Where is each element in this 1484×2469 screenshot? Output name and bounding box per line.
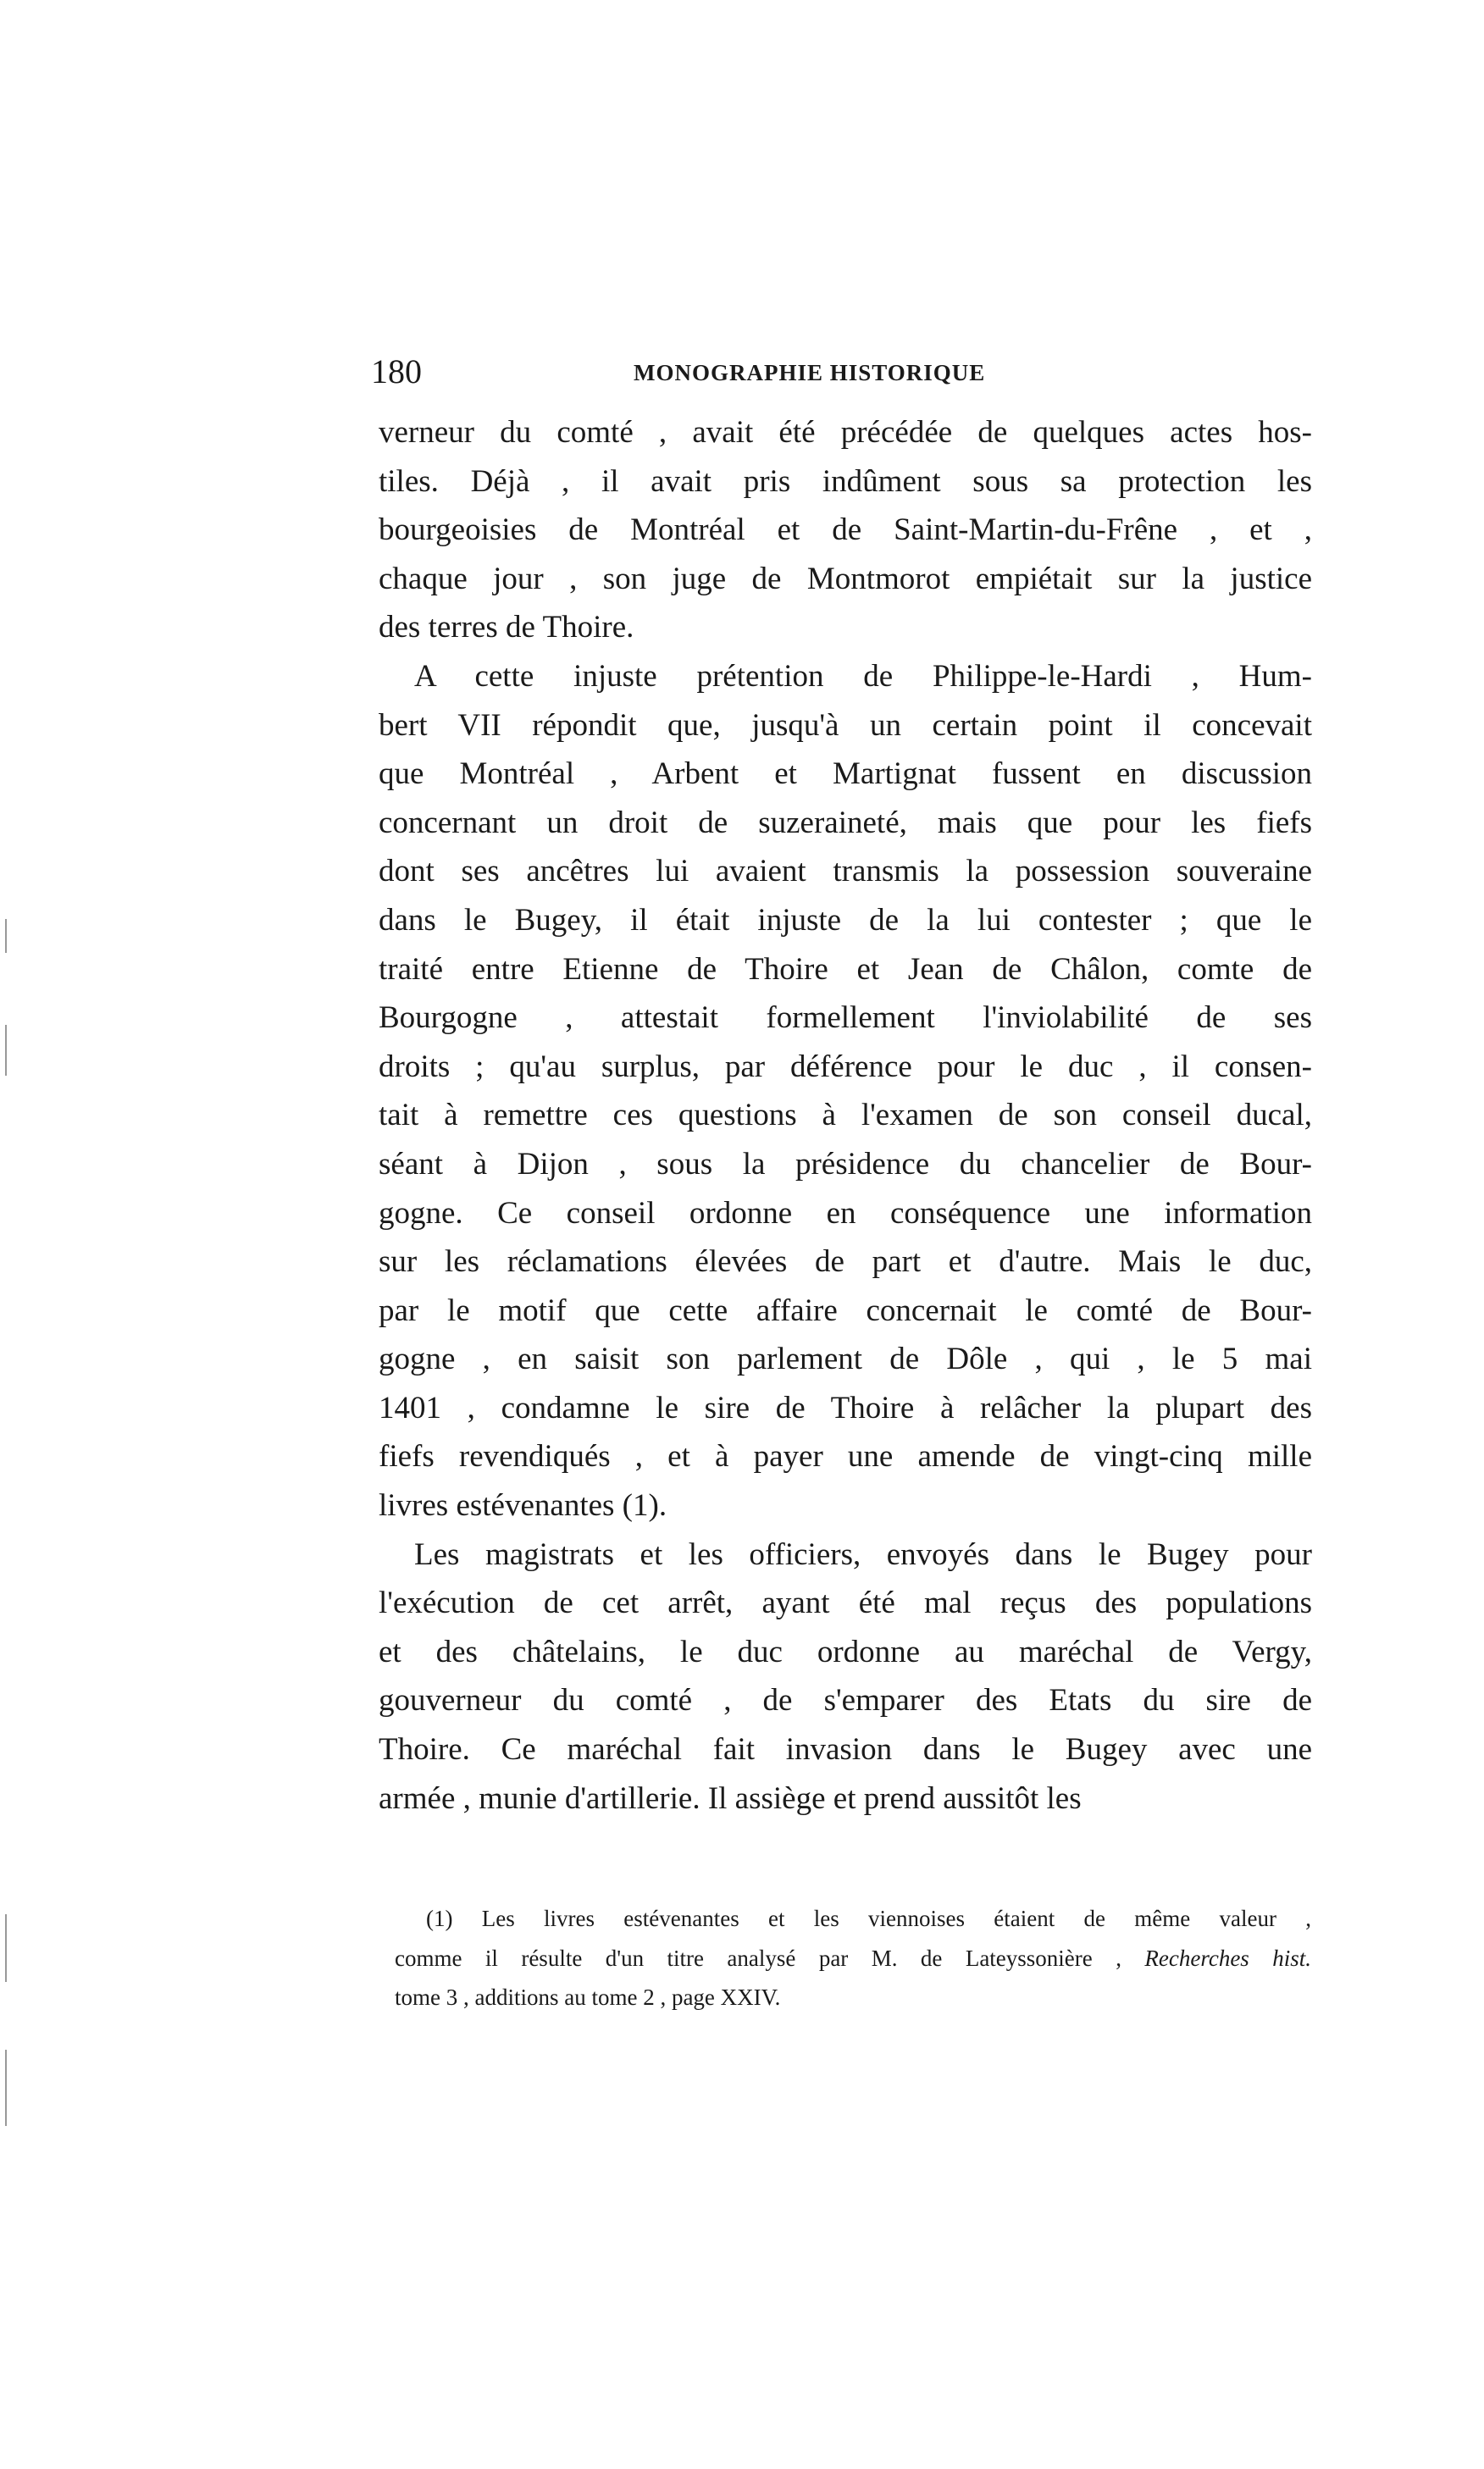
- text-line: fiefs revendiqués , et à payer une amende de vingt-cinq mille: [379, 1439, 1312, 1475]
- body-text: [379, 408, 1312, 1823]
- text-line: par le motif que cette affaire concernait le comté de Bour-: [379, 1293, 1312, 1328]
- footnote-line: tome 3 , additions au tome 2 , page XXIV.: [395, 1985, 781, 2010]
- scan-edge-mark: [5, 919, 7, 953]
- text-line: bert VII répondit que, jusqu'à un certain point il concevait: [379, 707, 1312, 743]
- text-line: concernant un droit de suzeraineté, mais que pour les fiefs: [379, 805, 1312, 840]
- text-line: armée , munie d'artillerie. Il assiège et prend aussitôt les: [379, 1780, 1082, 1816]
- text-line: livres estévenantes (1).: [379, 1488, 667, 1524]
- text-line: séant à Dijon , sous la présidence du chancelier de Bour-: [379, 1146, 1312, 1182]
- text-line: des terres de Thoire.: [379, 610, 634, 645]
- text-line: 1401 , condamne le sire de Thoire à relâcher la plupart des: [379, 1390, 1312, 1425]
- page-number: 180: [371, 352, 422, 390]
- text-line: sur les réclamations élevées de part et d'autre. Mais le duc,: [379, 1244, 1312, 1280]
- text-line: bourgeoisies de Montréal et de Saint-Martin-du-Frêne , et ,: [379, 512, 1312, 548]
- text-line: verneur du comté , avait été précédée de quelques actes hos-: [379, 415, 1312, 450]
- text-line: et des châtelains, le duc ordonne au maréchal de Vergy,: [379, 1634, 1312, 1669]
- scan-edge-mark: [5, 2050, 7, 2126]
- text-line: Bourgogne , attestait formellement l'inviolabilité de ses: [379, 1000, 1312, 1036]
- text-line: gouverneur du comté , de s'emparer des Etats du sire de: [379, 1683, 1312, 1719]
- text-line: gogne. Ce conseil ordonne en conséquence une information: [379, 1195, 1312, 1231]
- footnote-line: [395, 1939, 1311, 1979]
- text-line: l'exécution de cet arrêt, ayant été mal reçus des populations: [379, 1586, 1312, 1621]
- text-line: dans le Bugey, il était injuste de la lui contester ; que le: [379, 902, 1312, 938]
- footnote-line: (1) Les livres estévenantes et les viennoises étaient de même valeur ,: [426, 1906, 1311, 1931]
- text-line: traité entre Etienne de Thoire et Jean de Châlon, comte de: [379, 951, 1312, 987]
- footnote-text: comme il résulte d'un titre analysé par M. de Lateyssonière ,: [395, 1945, 1121, 1971]
- footnote: [395, 1899, 1311, 2018]
- scan-edge-mark: [5, 1025, 7, 1076]
- text-line: Thoire. Ce maréchal fait invasion dans le Bugey avec une: [379, 1732, 1312, 1768]
- footnote-citation: Recherches hist.: [1144, 1945, 1311, 1971]
- text-line: tiles. Déjà , il avait pris indûment sous sa protection les: [379, 463, 1312, 499]
- text-line: gogne , en saisit son parlement de Dôle , qui , le 5 mai: [379, 1342, 1312, 1377]
- text-line: Les magistrats et les officiers, envoyés dans le Bugey pour: [414, 1536, 1312, 1572]
- text-line: droits ; qu'au surplus, par déférence pour le duc , il consen-: [379, 1049, 1312, 1084]
- scan-edge-mark: [5, 1914, 7, 1982]
- running-title: MONOGRAPHIE HISTORIQUE: [634, 360, 986, 385]
- text-line: tait à remettre ces questions à l'examen de son conseil ducal,: [379, 1098, 1312, 1133]
- text-line: chaque jour , son juge de Montmorot empiétait sur la justice: [379, 561, 1312, 596]
- text-line: dont ses ancêtres lui avaient transmis la possession souveraine: [379, 854, 1312, 889]
- text-line: que Montréal , Arbent et Martignat fussent en discussion: [379, 756, 1312, 792]
- text-line: A cette injuste prétention de Philippe-le-Hardi , Hum-: [414, 658, 1312, 694]
